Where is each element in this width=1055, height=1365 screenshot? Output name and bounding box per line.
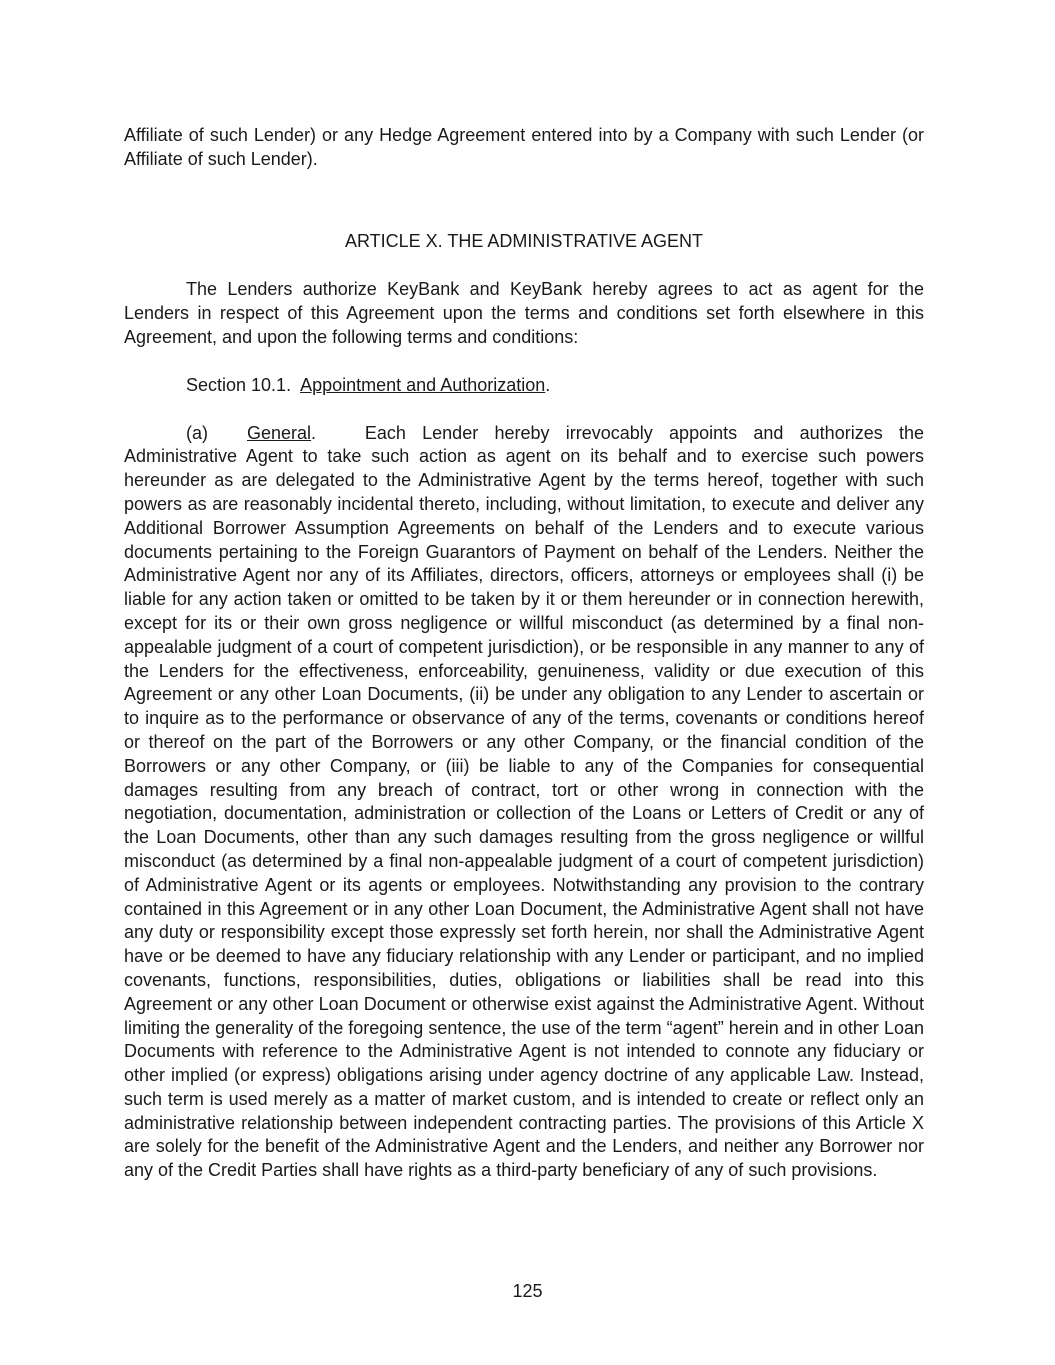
subsection-title-suffix: . xyxy=(311,422,317,443)
subsection-title: General xyxy=(247,422,312,443)
section-title-suffix: . xyxy=(545,374,551,395)
article-heading: ARTICLE X. THE ADMINISTRATIVE AGENT xyxy=(344,230,704,251)
section-number: Section 10.1. xyxy=(186,374,292,395)
section-title: Appointment and Authorization xyxy=(300,374,546,395)
subsection-label: (a) xyxy=(186,422,208,443)
subsection-paragraph xyxy=(124,422,924,1184)
section-heading xyxy=(124,374,924,398)
subsection-body: Each Lender hereby irrevocably appoints and authorizes the Administrative Agent to take such action as agent on its behalf and to exercise such powers hereunder as are delegated to the Administrative Agent by the terms hereof, together with such powers as are reasonably incidental thereto, including, without limitation, to execute and deliver any Additional Borrower Assumption Agreements on behalf of the Lenders and to execute various documents pertaining to the Foreign Guarantors of Payment on behalf of the Lenders. Neither the Administrative Agent nor any of its Affiliates, directors, officers, attorneys or employees shall (i) be liable for any action taken or omitted to be taken by it or them hereunder or in connection herewith, except for its or their own gross negligence or willful misconduct (as determined by a final non-appealable judgment of a court of competent jurisdiction), or be responsible in any manner to any of the Lenders for the effectiveness, enforceability, genuineness, validity or due execution of this Agreement or any other Loan Documents, (ii) be under any obligation to any Lender to ascertain or to inquire as to the performance or observance of any of the terms, covenants or conditions hereof or thereof on the part of the Borrowers or any other Company, or the financial condition of the Borrowers or any other Company, or (iii) be liable to any of the Companies for consequential damages resulting from any breach of contract, tort or other wrong in connection with the negotiation, documentation, administration or collection of the Loans or Letters of Credit or any of the Loan Documents, other than any such damages resulting from the gross negligence or willful misconduct (as determined by a final non-appealable judgment of a court of competent jurisdiction) of Administrative Agent or its agents or employees. Notwithstanding any provision to the contrary contained in this Agreement or in any other Loan Document, the Administrative Agent shall not have any duty or responsibility except those expressly set forth herein, nor shall the Administrative Agent have or be deemed to have any fiduciary relationship with any Lender or participant, and no implied covenants, functions, responsibilities, duties, obligations or liabilities shall be read into this Agreement or any other Loan Document or otherwise exist against the Administrative Agent. Without limiting the generality of the foregoing sentence, the use of the term “agent” herein and in other Loan Documents with reference to the Administrative Agent is not intended to connote any fiduciary or other implied (or express) obligations arising under agency doctrine of any applicable Law. Instead, such term is used merely as a matter of market custom, and is intended to create or reflect only an administrative relationship between independent contracting parties. The provisions of this Article X are solely for the benefit of the Administrative Agent and the Lenders, and neither any Borrower nor any of the Credit Parties shall have rights as a third-party beneficiary of any of such provisions. xyxy=(124,422,924,1181)
document-page xyxy=(124,124,924,1183)
page-number: 125 xyxy=(512,1281,543,1301)
carryover-paragraph: Affiliate of such Lender) or any Hedge Agreement entered into by a Company with such Lender (or Affiliate of such Lender). xyxy=(124,125,924,169)
intro-paragraph: The Lenders authorize KeyBank and KeyBank hereby agrees to act as agent for the Lenders in respect of this Agreement upon the terms and conditions set forth elsewhere in this Agreement, and upon the following terms and conditions: xyxy=(124,279,924,347)
